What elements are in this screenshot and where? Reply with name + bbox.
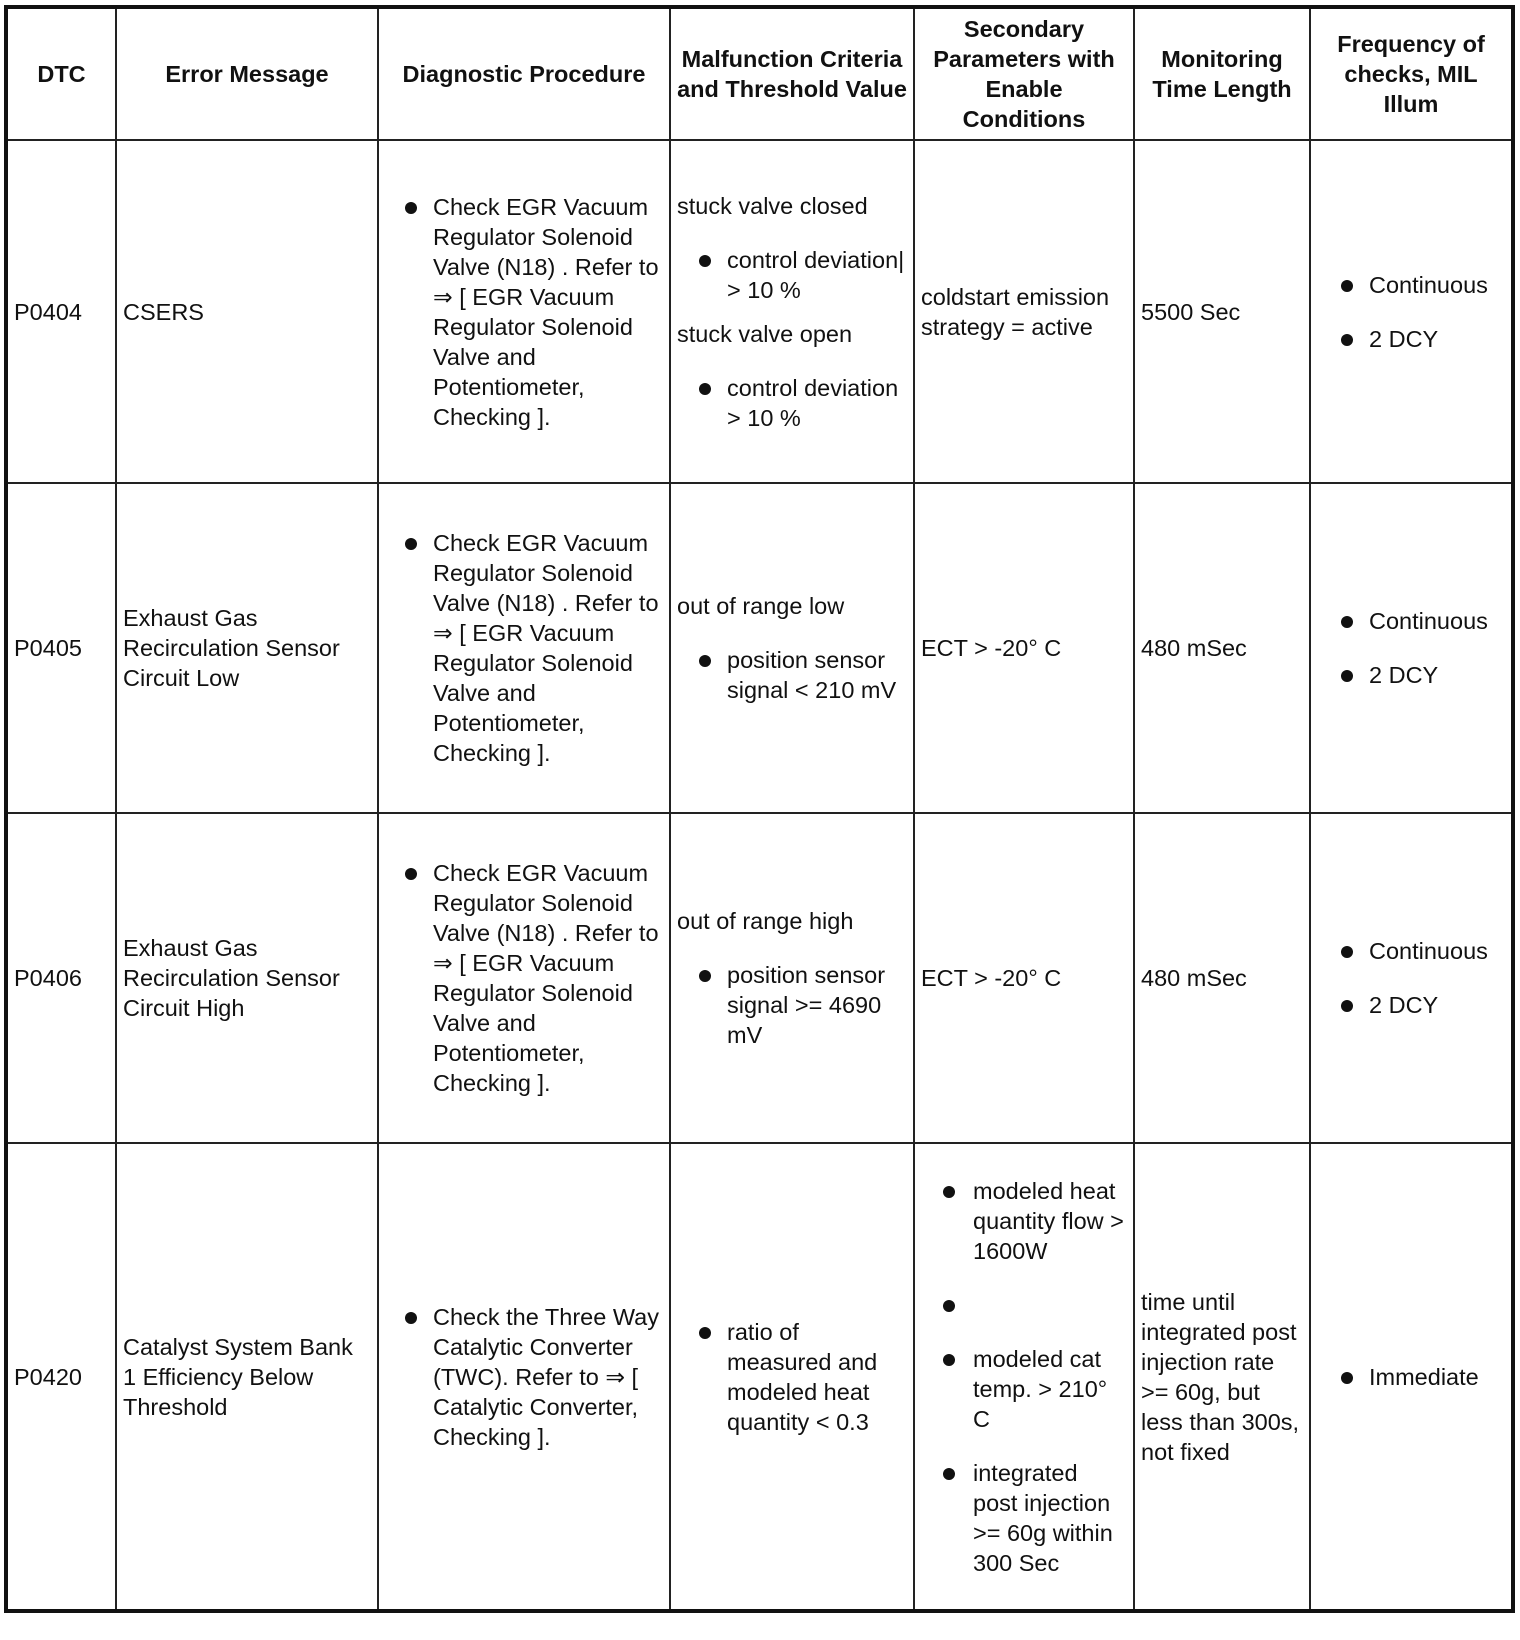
secondary-item: integrated post injection >= 60g within 300 Sec [921,1458,1127,1578]
error-message: Exhaust Gas Recirculation Sensor Circuit Low [116,483,378,813]
error-message: CSERS [116,140,378,483]
header-frequency: Frequency of checks, MIL Illum [1310,7,1513,140]
table-row [6,140,1513,483]
secondary-parameters: coldstart emission strategy = active [914,140,1134,483]
header-monitoring-time: Monitoring Time Length [1134,7,1310,140]
malfunction-criteria [670,1143,914,1611]
criteria-item: control deviation| > 10 % [677,245,907,305]
secondary-item: modeled heat quantity flow > 1600W [921,1176,1127,1266]
secondary-parameters: ECT > -20° C [914,483,1134,813]
frequency-item: Continuous [1317,270,1505,300]
header-malfunction-criteria: Malfunction Criteria and Threshold Value [670,7,914,140]
diagnostic-procedure [378,1143,670,1611]
malfunction-criteria [670,140,914,483]
table-row [6,483,1513,813]
frequency [1310,140,1513,483]
malfunction-criteria [670,483,914,813]
frequency [1310,813,1513,1143]
error-message: Exhaust Gas Recirculation Sensor Circuit High [116,813,378,1143]
error-message: Catalyst System Bank 1 Efficiency Below Threshold [116,1143,378,1611]
secondary-item [921,1290,1127,1320]
frequency-item: 2 DCY [1317,660,1505,690]
frequency-item: Immediate [1317,1362,1505,1392]
monitoring-time: time until integrated post injection rate >= 60g, but less than 300s, not fixed [1134,1143,1310,1611]
header-diagnostic-procedure: Diagnostic Procedure [378,7,670,140]
frequency-item: 2 DCY [1317,990,1505,1020]
frequency [1310,483,1513,813]
monitoring-time: 5500 Sec [1134,140,1310,483]
header-secondary-parameters: Secondary Parameters with Enable Conditions [914,7,1134,140]
frequency-item: 2 DCY [1317,324,1505,354]
header-row [6,7,1513,140]
monitoring-time: 480 mSec [1134,813,1310,1143]
criteria-label: stuck valve closed [677,192,868,219]
procedure-item: Check EGR Vacuum Regulator Solenoid Valve (N18) . Refer to ⇒ [ EGR Vacuum Regulator Solenoid Valve and Potentiometer, Checking ]. [385,192,663,432]
monitoring-time: 480 mSec [1134,483,1310,813]
criteria-item: position sensor signal < 210 mV [677,645,907,705]
criteria-item: ratio of measured and modeled heat quantity < 0.3 [677,1317,907,1437]
header-dtc: DTC [6,7,116,140]
dtc-code: P0420 [6,1143,116,1611]
procedure-item: Check the Three Way Catalytic Converter (TWC). Refer to ⇒ [ Catalytic Converter, Checking ]. [385,1302,663,1452]
criteria-item: control deviation > 10 % [677,373,907,433]
procedure-item: Check EGR Vacuum Regulator Solenoid Valve (N18) . Refer to ⇒ [ EGR Vacuum Regulator Solenoid Valve and Potentiometer, Checking ]. [385,528,663,768]
diagnostic-procedure [378,483,670,813]
dtc-code: P0404 [6,140,116,483]
frequency [1310,1143,1513,1611]
criteria-label: out of range low [677,593,845,619]
dtc-table [4,5,1515,1613]
secondary-item: modeled cat temp. > 210° C [921,1344,1127,1434]
frequency-item: Continuous [1317,936,1505,966]
dtc-code: P0406 [6,813,116,1143]
criteria-label: out of range high [677,908,854,934]
malfunction-criteria [670,813,914,1143]
secondary-parameters [914,1143,1134,1611]
criteria-item: position sensor signal >= 4690 mV [677,960,907,1050]
procedure-item: Check EGR Vacuum Regulator Solenoid Valve (N18) . Refer to ⇒ [ EGR Vacuum Regulator Solenoid Valve and Potentiometer, Checking ]. [385,858,663,1098]
header-error-message: Error Message [116,7,378,140]
secondary-parameters: ECT > -20° C [914,813,1134,1143]
diagnostic-procedure [378,140,670,483]
dtc-code: P0405 [6,483,116,813]
diagnostic-procedure [378,813,670,1143]
criteria-label: stuck valve open [677,320,853,347]
frequency-item: Continuous [1317,606,1505,636]
table-row [6,813,1513,1143]
table-row [6,1143,1513,1611]
